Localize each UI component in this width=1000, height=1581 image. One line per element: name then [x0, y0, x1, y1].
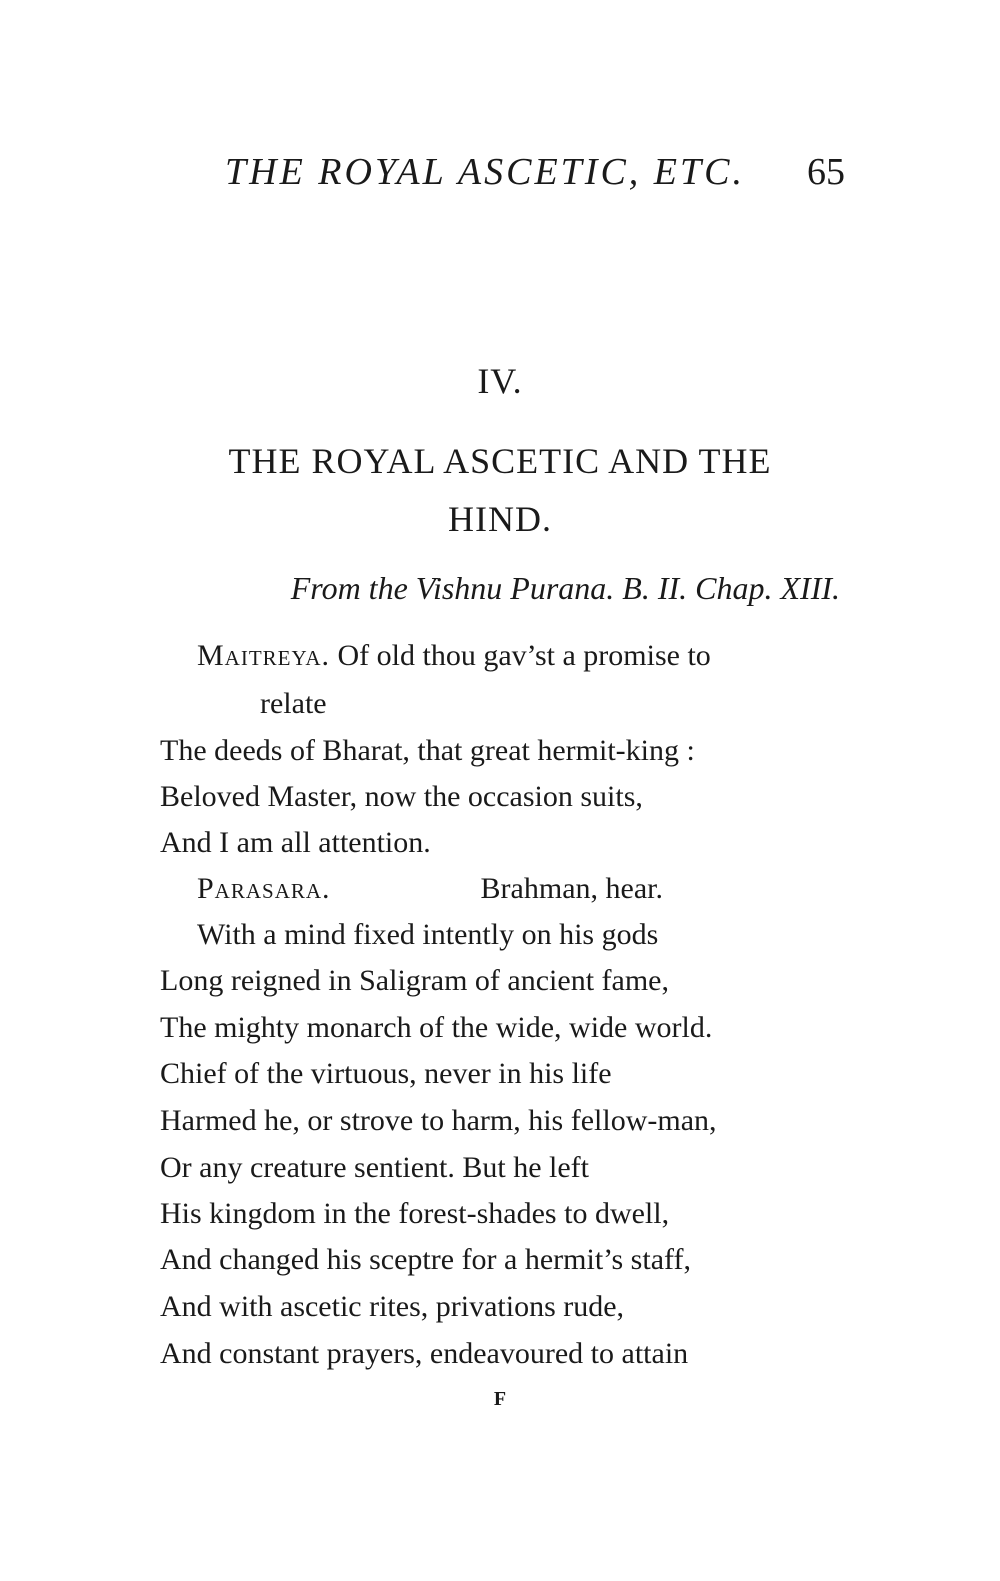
verse-line-text: Of old thou gav’st a promise to	[330, 639, 711, 672]
verse-line: Long reigned in Saligram of ancient fame,	[160, 964, 669, 997]
verse-line	[197, 638, 711, 674]
verse-line	[197, 871, 663, 907]
verse-line: And changed his sceptre for a hermit’s staff,	[160, 1243, 691, 1276]
speaker-name: Parasara.	[197, 872, 331, 905]
verse-line: The mighty monarch of the wide, wide world.	[160, 1011, 713, 1044]
verse-line: Chief of the virtuous, never in his life	[160, 1057, 612, 1090]
chapter-number: IV.	[477, 361, 523, 401]
verse-line: Harmed he, or strove to harm, his fellow-man,	[160, 1104, 717, 1137]
source-citation: From the Vishnu Purana. B. II. Chap. XIII.	[290, 570, 840, 606]
chapter-title-line-1: THE ROYAL ASCETIC AND THE	[228, 441, 772, 481]
verse-line: relate	[260, 687, 327, 720]
running-head-title: THE ROYAL ASCETIC, ETC.	[225, 151, 745, 193]
signature-mark: F	[493, 1388, 507, 1410]
verse-line: Or any creature sentient. But he left	[160, 1151, 589, 1184]
verse-line: His kingdom in the forest-shades to dwell,	[160, 1197, 670, 1230]
verse-line: The deeds of Bharat, that great hermit-king :	[160, 734, 695, 767]
verse-line: And constant prayers, endeavoured to attain	[160, 1337, 689, 1370]
speaker-name: Maitreya.	[197, 639, 330, 672]
verse-line: And I am all attention.	[160, 826, 431, 859]
verse-line: Beloved Master, now the occasion suits,	[160, 780, 643, 813]
verse-line: With a mind fixed intently on his gods	[197, 918, 659, 951]
chapter-title	[150, 432, 850, 548]
verse-line: And with ascetic rites, privations rude,	[160, 1290, 625, 1323]
verse-line-text: Brahman, hear.	[480, 872, 663, 905]
chapter-title-line-2: HIND.	[448, 499, 552, 539]
page-number: 65	[807, 151, 845, 193]
